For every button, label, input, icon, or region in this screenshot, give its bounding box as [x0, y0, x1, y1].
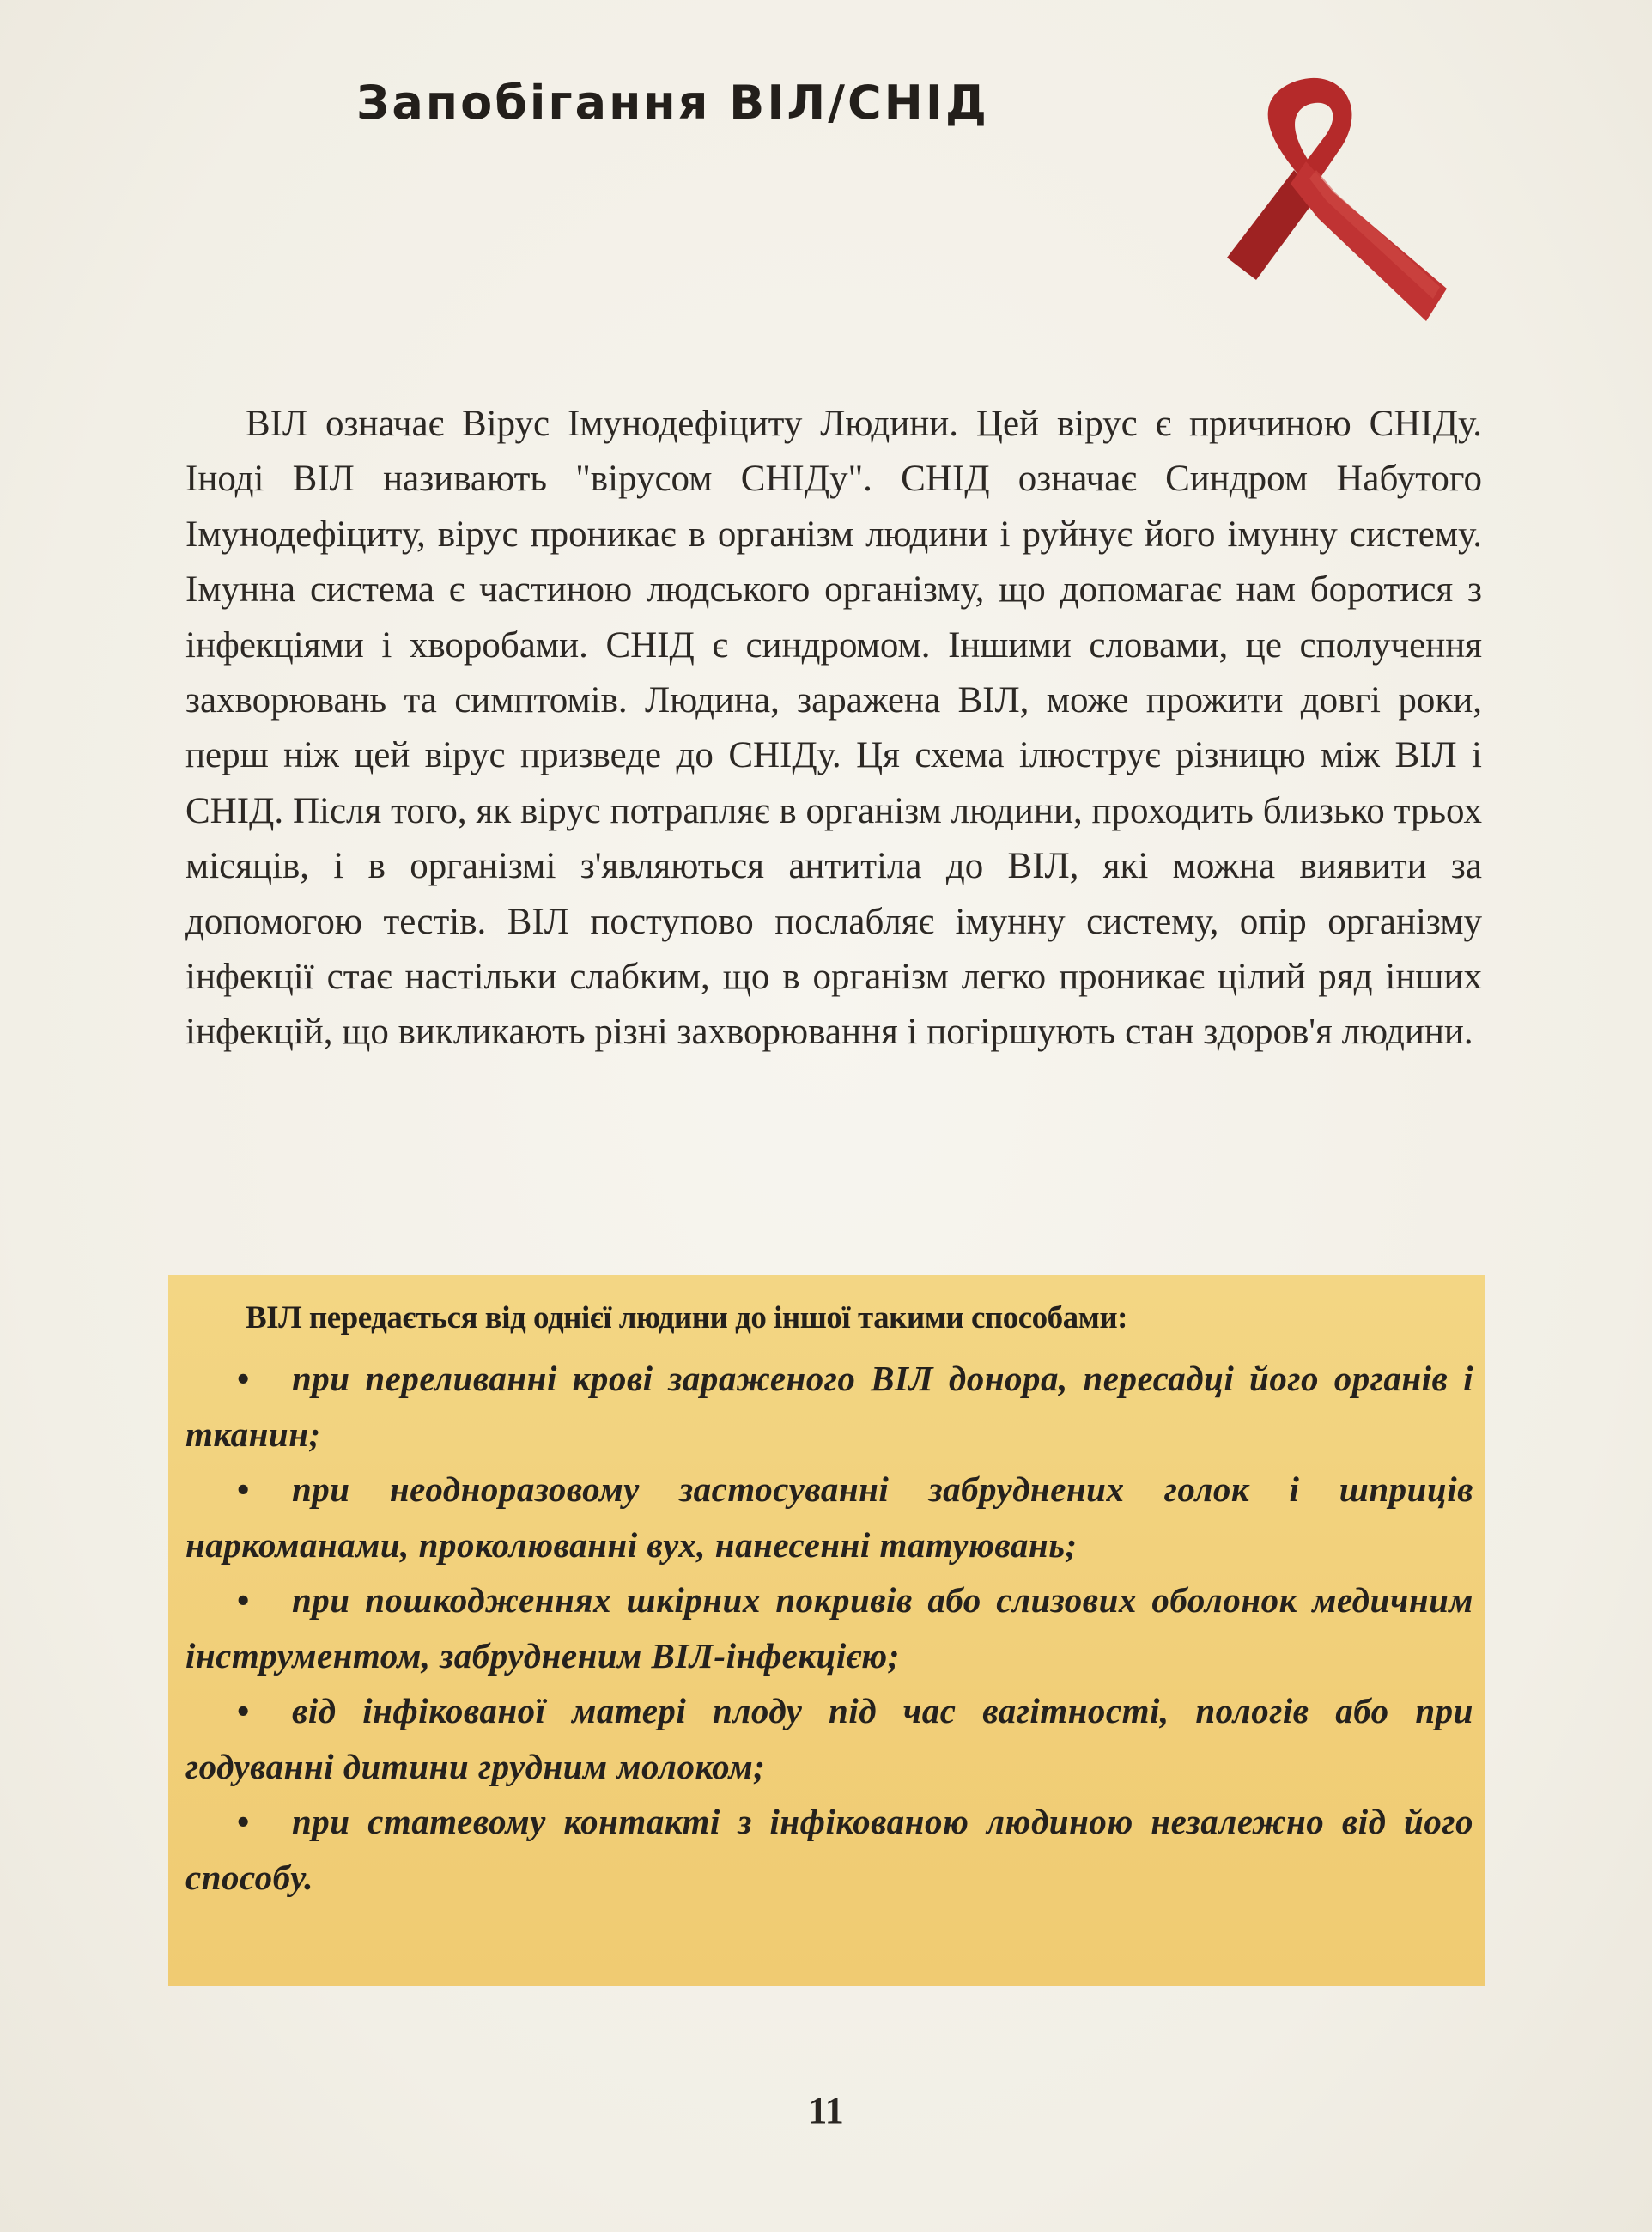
bullet-icon: •: [237, 1802, 250, 1841]
bullet-icon: •: [237, 1580, 250, 1620]
list-item-text: при неодноразовому застосуванні забруднених голок і шприців наркоманами, проколюванні вух, нанесенні татуювань;: [185, 1469, 1473, 1565]
list-item-text: при переливанні крові зараженого ВІЛ донора, пересадці його органів і тканин;: [185, 1359, 1473, 1454]
bullet-icon: •: [237, 1469, 250, 1509]
body-paragraph: ВІЛ означає Вірус Імунодефіциту Людини. Цей вірус є причиною СНІДу. Іноді ВІЛ називають "вірусом СНІДу". СНІД означає Синдром Набутого Імунодефіциту, вірус проникає в організм людини і руйнує його імунну систему. Імунна система є частиною людського організму, що допомагає нам боротися з інфекціями і хворобами. СНІД є синдромом. Іншими словами, це сполучення захворювань та симптомів. Людина, заражена ВІЛ, може прожити довгі роки, перш ніж цей вірус призведе до СНІДу. Ця схема ілюструє різницю між ВІЛ і СНІД. Після того, як вірус потрапляє в організм людини, проходить близько трьох місяців, і в організмі з'являються антитіла до ВІЛ, які можна виявити за допомогою тестів. ВІЛ поступово послабляє імунну систему, опір організму інфекції стає настільки слабким, що в організм легко проникає цілий ряд інших інфекцій, що викликають різні захворювання і погіршують стан здоров'я людини.: [185, 404, 1482, 1053]
page-title: Запобігання ВІЛ/СНІД: [356, 76, 990, 130]
list-item: [185, 1462, 1473, 1572]
list-item-text: від інфікованої матері плоду під час вагітності, пологів або при годуванні дитини грудним молоком;: [185, 1691, 1473, 1786]
page-number: 11: [808, 2089, 844, 2132]
transmission-list: [185, 1351, 1473, 1905]
list-item: [185, 1572, 1473, 1683]
transmission-box: [168, 1275, 1485, 1986]
transmission-heading: ВІЛ передається від однієї людини до іншої такими способами:: [246, 1300, 1127, 1335]
list-item-text: при пошкодженнях шкірних покривів або слизових оболонок медичним інструментом, забрудненим ВІЛ-інфекцією;: [185, 1580, 1473, 1676]
bullet-icon: •: [237, 1691, 250, 1730]
list-item: [185, 1683, 1473, 1794]
bullet-icon: •: [237, 1359, 250, 1398]
list-item: [185, 1794, 1473, 1905]
list-item: [185, 1351, 1473, 1462]
list-item-text: при статевому контакті з інфікованою людиною незалежно від його способу.: [185, 1802, 1473, 1897]
red-ribbon-icon: [1189, 67, 1464, 342]
